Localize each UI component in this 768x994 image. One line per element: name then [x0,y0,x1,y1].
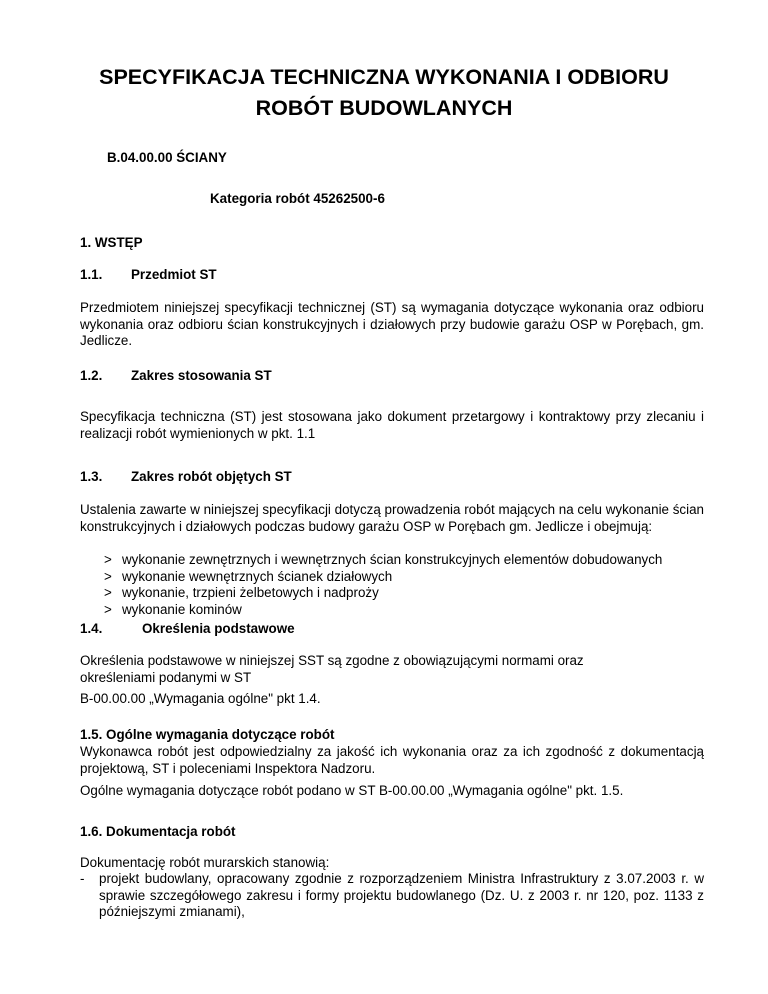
list-item-text: wykonanie kominów [122,601,242,617]
section-1-3-list [80,552,720,618]
list-marker: > [104,585,112,601]
list-item [80,552,720,569]
section-1-2-heading: Zakres stosowania ST [131,368,272,383]
section-1-5-heading: 1.5. Ogólne wymagania dotyczące robót [80,727,335,742]
title-line-2: ROBÓT BUDOWLANYCH [255,96,513,120]
section-1-4-text [80,653,720,708]
list-marker: > [104,568,112,584]
list-marker: > [104,601,112,617]
section-1-5-text: Wykonawca robót jest odpowiedzialny za jakość ich wykonania oraz za ich zgodność z dokumentacją projektową, ST i poleceniami Inspektora Nadzoru. [80,744,704,776]
section-1-3-heading: Zakres robót objętych ST [131,469,292,484]
list-item [80,569,720,586]
list-item-text: wykonanie zewnętrznych i wewnętrznych ścian konstrukcyjnych elementów dobudowanych [122,552,663,567]
section-1-2-number: 1.2. [80,368,103,383]
spec-code: B.04.00.00 ŚCIANY [107,150,227,165]
section-1-1-heading: Przedmiot ST [131,267,217,282]
list-marker: > [104,552,112,567]
title-line-1: SPECYFIKACJA TECHNICZNA WYKONANIA I ODBIORU [99,65,669,89]
list-item [80,585,720,602]
section-1-1-number: 1.1. [80,267,103,282]
section-1-6-heading: 1.6. Dokumentacja robót [80,824,236,839]
section-1-6-item [80,871,704,921]
section-1-6-item-text: projekt budowlany, opracowany zgodnie z rozporządzeniem Ministra Infrastruktury z 3.07.2003 r. w sprawie szczegółowego zakresu i formy projektu budowlanego (Dz. U. z 2003 r. nr 120, poz. 1133 z późniejszymi zmianami), [99,871,704,920]
section-1-3-text: Ustalenia zawarte w niniejszej specyfikacji dotyczą prowadzenia robót mających na celu wykonanie ścian konstrukcyjnych i działowych podczas budowy garażu OSP w Porębach gm. Jedlicze i obejmują: [80,502,704,534]
work-category: Kategoria robót 45262500-6 [210,191,385,206]
section-1-heading: 1. WSTĘP [80,235,143,250]
section-1-1-text: Przedmiotem niniejszej specyfikacji technicznej (ST) są wymagania dotyczące wykonania oraz odbioru wykonania oraz odbioru ścian konstrukcyjnych i działowych przy budowie garażu OSP w Porębach, gm. Jedlicze. [80,300,704,349]
section-1-4-line-2: określeniami podanymi w ST [80,669,252,685]
list-item-text: wykonanie, trzpieni żelbetowych i nadproży [122,585,379,601]
section-1-4-number: 1.4. [80,621,103,636]
document-title [60,62,708,124]
list-marker: - [80,871,85,886]
list-item-text: wykonanie wewnętrznych ścianek działowych [122,568,393,584]
section-1-6-text: Dokumentację robót murarskich stanowią: [80,855,330,870]
section-1-5-text-2: Ogólne wymagania dotyczące robót podano w ST B-00.00.00 „Wymagania ogólne" pkt. 1.5. [80,783,624,798]
section-1-4-heading: Określenia podstawowe [142,621,295,636]
list-item [80,602,720,619]
section-1-3-number: 1.3. [80,469,103,484]
section-1-2-text: Specyfikacja techniczna (ST) jest stosowana jako dokument przetargowy i kontraktowy przy zlecaniu i realizacji robót wymienionych w pkt. 1.1 [80,409,704,441]
section-1-4-line-3: B-00.00.00 „Wymagania ogólne" pkt 1.4. [80,691,321,707]
section-1-4-line-1: Określenia podstawowe w niniejszej SST są zgodne z obowiązującymi normami oraz [80,653,584,668]
